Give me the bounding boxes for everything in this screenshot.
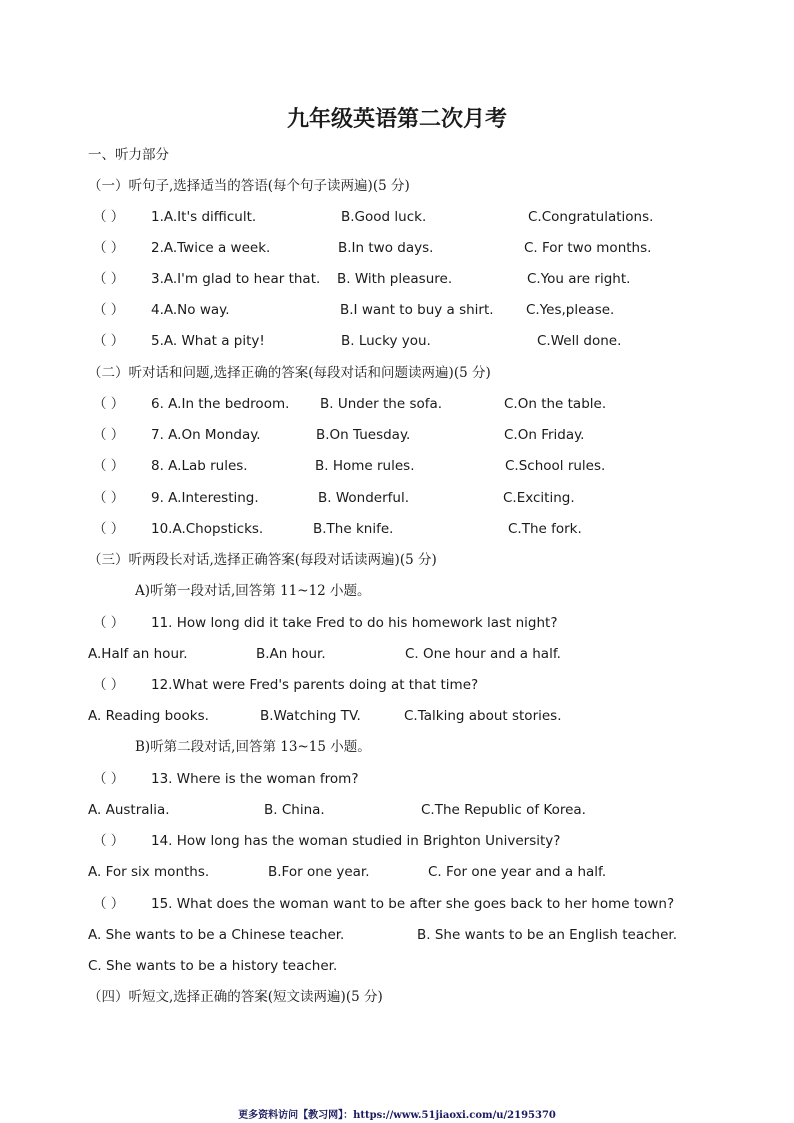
answer-bracket[interactable]: （ ） <box>93 771 125 787</box>
answer-bracket[interactable]: （ ） <box>93 333 125 349</box>
option-b: B. China. <box>264 802 325 818</box>
answer-bracket[interactable]: （ ） <box>93 490 125 506</box>
answer-bracket[interactable]: （ ） <box>93 833 125 849</box>
question-stem: 8. A.Lab rules. <box>151 458 248 474</box>
option-b: B. Lucky you. <box>341 333 431 349</box>
question-stem: 9. A.Interesting. <box>151 490 259 506</box>
option-a: A. Australia. <box>88 802 170 818</box>
option-a: A.Half an hour. <box>88 646 188 662</box>
answer-bracket[interactable]: （ ） <box>93 615 125 631</box>
option-c: C.Well done. <box>537 333 622 349</box>
answer-bracket[interactable]: （ ） <box>93 209 125 225</box>
option-b: B.On Tuesday. <box>316 427 411 443</box>
option-a: A. Reading books. <box>88 708 209 724</box>
answer-bracket[interactable]: （ ） <box>93 271 125 287</box>
answer-bracket[interactable]: （ ） <box>93 896 125 912</box>
question-stem: 3.A.I'm glad to hear that. <box>151 271 321 287</box>
question-stem: 6. A.In the bedroom. <box>151 396 290 412</box>
answer-bracket[interactable]: （ ） <box>93 677 125 693</box>
option-b: B.Good luck. <box>341 209 427 225</box>
option-b: B. Wonderful. <box>318 490 409 506</box>
part2-heading: （二）听对话和问题,选择正确的答案(每段对话和问题读两遍)(5 分) <box>88 365 491 381</box>
option-a: A. For six months. <box>88 864 210 880</box>
question-stem: 1.A.It's difficult. <box>151 209 257 225</box>
part1-heading: （一）听句子,选择适当的答语(每个句子读两遍)(5 分) <box>88 178 410 194</box>
question-stem: 4.A.No way. <box>151 302 230 318</box>
option-c: C. She wants to be a history teacher. <box>88 958 338 974</box>
answer-bracket[interactable]: （ ） <box>93 458 125 474</box>
option-c: C.On the table. <box>504 396 607 412</box>
option-b: B.An hour. <box>256 646 326 662</box>
page-title: 九年级英语第二次月考 <box>286 106 507 132</box>
question-stem: 7. A.On Monday. <box>151 427 261 443</box>
option-b: B. Under the sofa. <box>320 396 443 412</box>
option-b: B. Home rules. <box>315 458 415 474</box>
answer-bracket[interactable]: （ ） <box>93 396 125 412</box>
question-stem: 15. What does the woman want to be after she goes back to her home town? <box>151 896 675 912</box>
option-c: C. For two months. <box>524 240 652 256</box>
option-b: B. She wants to be an English teacher. <box>417 927 677 943</box>
option-b: B.For one year. <box>268 864 370 880</box>
option-c: C.Talking about stories. <box>404 708 562 724</box>
option-c: C. One hour and a half. <box>405 646 561 662</box>
question-stem: 11. How long did it take Fred to do his homework last night? <box>151 615 558 631</box>
option-c: C.On Friday. <box>504 427 585 443</box>
question-stem: 14. How long has the woman studied in Brighton University? <box>151 833 561 849</box>
option-c: C.Yes,please. <box>526 302 615 318</box>
section-heading-listening: 一、听力部分 <box>88 147 169 163</box>
option-c: C.The fork. <box>508 521 582 537</box>
answer-bracket[interactable]: （ ） <box>93 240 125 256</box>
answer-bracket[interactable]: （ ） <box>93 521 125 537</box>
answer-bracket[interactable]: （ ） <box>93 427 125 443</box>
part4-heading: （四）听短文,选择正确的答案(短文读两遍)(5 分) <box>88 989 383 1005</box>
part3-heading: （三）听两段长对话,选择正确答案(每段对话读两遍)(5 分) <box>88 552 437 568</box>
option-c: C.Congratulations. <box>528 209 654 225</box>
option-b: B.I want to buy a shirt. <box>340 302 494 318</box>
option-b: B. With pleasure. <box>337 271 453 287</box>
option-c: C.School rules. <box>505 458 606 474</box>
option-c: C.You are right. <box>527 271 631 287</box>
option-c: C.The Republic of Korea. <box>421 802 586 818</box>
question-stem: 10.A.Chopsticks. <box>151 521 264 537</box>
option-c: C.Exciting. <box>503 490 575 506</box>
part3-sub-a: A)听第一段对话,回答第 11~12 小题。 <box>135 583 371 599</box>
answer-bracket[interactable]: （ ） <box>93 302 125 318</box>
option-b: B.The knife. <box>313 521 394 537</box>
question-stem: 2.A.Twice a week. <box>151 240 271 256</box>
option-b: B.In two days. <box>338 240 434 256</box>
question-stem: 5.A. What a pity! <box>151 333 265 349</box>
option-a: A. She wants to be a Chinese teacher. <box>88 927 345 943</box>
footer-link[interactable]: 更多资料访问【教习网】：https://www.51jiaoxi.com/u/2195370 <box>238 1110 556 1121</box>
part3-sub-b: B)听第二段对话,回答第 13~15 小题。 <box>135 739 371 755</box>
question-stem: 13. Where is the woman from? <box>151 771 359 787</box>
option-c: C. For one year and a half. <box>428 864 607 880</box>
question-stem: 12.What were Fred's parents doing at that time? <box>151 677 479 693</box>
option-b: B.Watching TV. <box>260 708 361 724</box>
